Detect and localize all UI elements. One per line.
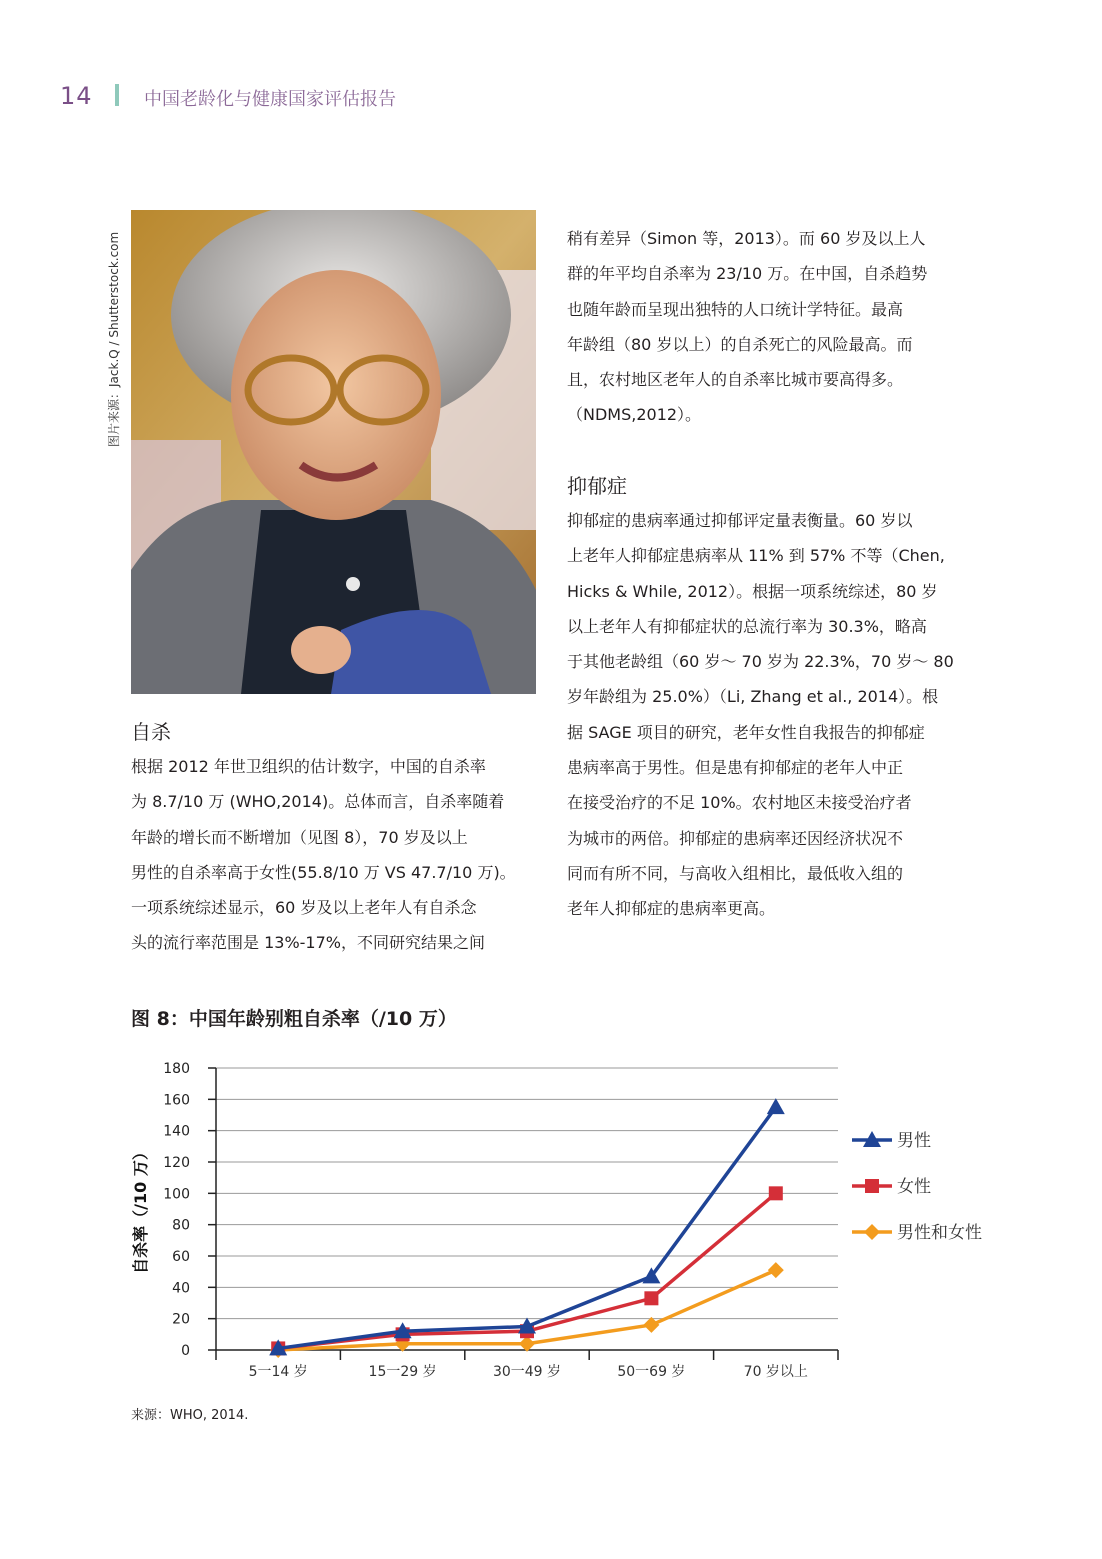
photo-credit: 图片来源：Jack.Q / Shutterstock.com bbox=[107, 231, 121, 447]
report-title: 中国老龄化与健康国家评估报告 bbox=[144, 89, 396, 110]
paragraph-line: 年龄的增长而不断增加（见图 8），70 岁及以上 bbox=[131, 827, 468, 847]
data-point bbox=[768, 1262, 784, 1278]
x-tick-label: 30一49 岁 bbox=[492, 1364, 562, 1380]
y-tick-label: 40 bbox=[172, 1280, 190, 1297]
data-point bbox=[769, 1186, 783, 1200]
paragraph-line: 头的流行率范围是 13%-17%，不同研究结果之间 bbox=[131, 933, 485, 953]
paragraph-line: 同而有所不同，与高收入组相比，最低收入组的 bbox=[567, 863, 904, 883]
paragraph-line: 稍有差异（Simon 等，2013）。而 60 岁及以上人 bbox=[567, 229, 926, 248]
legend-label: 男性和女性 bbox=[897, 1223, 982, 1243]
y-tick-label: 80 bbox=[172, 1217, 190, 1234]
y-tick-label: 60 bbox=[172, 1249, 190, 1265]
legend-label: 男性 bbox=[897, 1131, 931, 1151]
paragraph-line: 抑郁症的患病率通过抑郁评定量表衡量。60 岁以 bbox=[567, 511, 913, 530]
legend-marker bbox=[864, 1224, 880, 1240]
paragraph-line: 上老年人抑郁症患病率从 11% 到 57% 不等（Chen, bbox=[567, 546, 945, 566]
y-tick-label: 120 bbox=[163, 1155, 190, 1171]
suicide-paragraph bbox=[131, 749, 541, 961]
paragraph-line: 年龄组（80 岁以上）的自杀死亡的风险最高。而 bbox=[567, 334, 913, 354]
paragraph-line: 且，农村地区老年人的自杀率比城市要高得多。 bbox=[567, 370, 904, 390]
section-heading-depression: 抑郁症 bbox=[567, 474, 627, 498]
paragraph-line: （NDMS,2012）。 bbox=[567, 405, 702, 425]
x-tick-label: 15一29 岁 bbox=[368, 1364, 437, 1380]
series-line bbox=[278, 1107, 776, 1348]
paragraph-line: 为城市的两倍。抑郁症的患病率还因经济状况不 bbox=[567, 828, 904, 848]
paragraph-line: 老年人抑郁症的患病率更高。 bbox=[567, 899, 776, 919]
suicide-paragraph-continued bbox=[567, 221, 977, 433]
y-axis-label: 自杀率（/10 万） bbox=[131, 1144, 150, 1274]
paragraph-line: 群的年平均自杀率为 23/10 万。在中国，自杀趋势 bbox=[567, 264, 928, 284]
y-tick-label: 160 bbox=[163, 1092, 190, 1109]
paragraph-line: 患病率高于男性。但是患有抑郁症的老年人中正 bbox=[567, 758, 904, 778]
data-point bbox=[767, 1098, 785, 1114]
legend-label: 女性 bbox=[897, 1177, 931, 1197]
section-heading-suicide: 自杀 bbox=[131, 720, 171, 744]
legend-marker bbox=[865, 1179, 879, 1193]
paragraph-line: 岁年龄组为 25.0%）（Li, Zhang et al., 2014）。根 bbox=[567, 687, 939, 707]
paragraph-line: 一项系统综述显示，60 岁及以上老年人有自杀念 bbox=[131, 898, 477, 918]
data-point bbox=[643, 1317, 659, 1333]
data-point bbox=[644, 1291, 658, 1305]
x-tick-label: 70 岁以上 bbox=[743, 1364, 808, 1380]
page-number: 14 bbox=[60, 82, 93, 110]
depression-paragraph bbox=[567, 503, 977, 927]
suicide-rate-chart bbox=[120, 1050, 1020, 1400]
paragraph-line: 为 8.7/10 万 (WHO,2014)。总体而言，自杀率随着 bbox=[131, 792, 505, 812]
figure-source: 来源：WHO, 2014. bbox=[131, 1408, 249, 1423]
header-divider bbox=[115, 84, 119, 106]
paragraph-line: 根据 2012 年世卫组织的估计数字，中国的自杀率 bbox=[131, 757, 486, 776]
y-tick-label: 0 bbox=[181, 1343, 190, 1359]
elderly-woman-photo bbox=[131, 210, 536, 694]
y-tick-label: 100 bbox=[163, 1186, 190, 1203]
paragraph-line: 在接受治疗的不足 10%。农村地区未接受治疗者 bbox=[567, 793, 912, 813]
paragraph-line: 据 SAGE 项目的研究，老年女性自我报告的抑郁症 bbox=[567, 722, 925, 742]
x-tick-label: 50一69 岁 bbox=[617, 1364, 686, 1380]
x-tick-label: 5一14 岁 bbox=[248, 1364, 308, 1380]
paragraph-line: 男性的自杀率高于女性(55.8/10 万 VS 47.7/10 万)。 bbox=[131, 862, 516, 882]
paragraph-line: 以上老年人有抑郁症状的总流行率为 30.3%，略高 bbox=[567, 616, 927, 636]
paragraph-line: 也随年龄而呈现出独特的人口统计学特征。最高 bbox=[567, 299, 904, 319]
y-tick-label: 140 bbox=[163, 1123, 190, 1140]
y-tick-label: 20 bbox=[172, 1311, 190, 1328]
paragraph-line: Hicks & While, 2012）。根据一项系统综述，80 岁 bbox=[567, 581, 938, 601]
paragraph-line: 于其他老龄组（60 岁～ 70 岁为 22.3%，70 岁～ 80 bbox=[567, 652, 954, 672]
figure-title: 图 8：中国年龄别粗自杀率（/10 万） bbox=[131, 1008, 457, 1030]
y-tick-label: 180 bbox=[163, 1061, 190, 1077]
